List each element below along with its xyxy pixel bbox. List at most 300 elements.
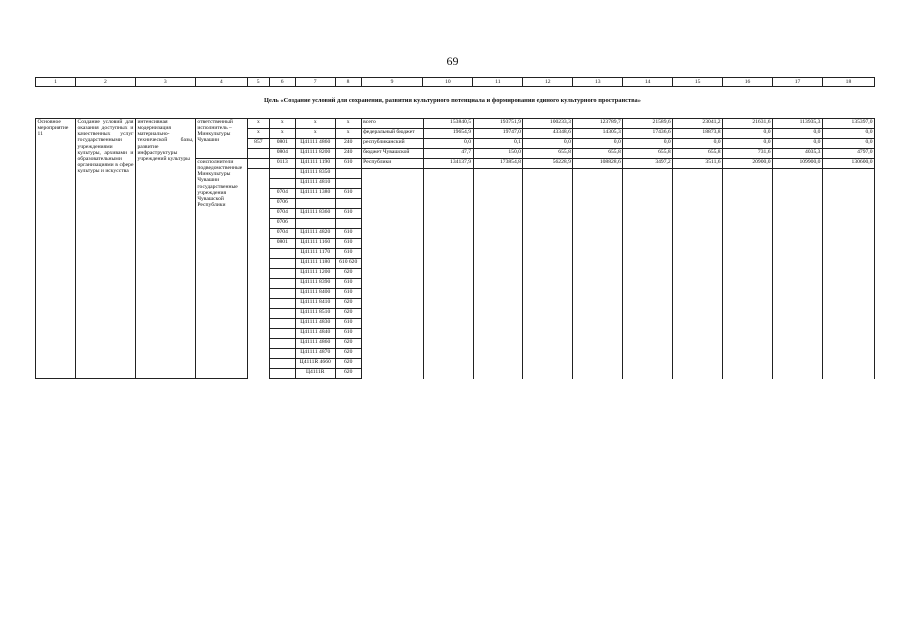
value-cell bbox=[473, 209, 523, 219]
value-cell bbox=[423, 209, 473, 219]
expense-group-cell: 610 bbox=[335, 329, 361, 339]
value-cell: 109900,0 bbox=[773, 159, 823, 169]
section-cell bbox=[269, 319, 295, 329]
target-article-cell: Ц41111 4830 bbox=[295, 319, 335, 329]
value-cell bbox=[773, 219, 823, 229]
expense-group-cell: 610 bbox=[335, 319, 361, 329]
value-cell bbox=[423, 249, 473, 259]
value-cell bbox=[673, 259, 723, 269]
expense-group-cell: 610 bbox=[335, 249, 361, 259]
col-num-12: 12 bbox=[523, 78, 573, 87]
value-cell bbox=[723, 229, 773, 239]
grbs-cell bbox=[247, 359, 269, 369]
funding-source-cell bbox=[361, 229, 423, 239]
section-cell: 0706 bbox=[269, 219, 295, 229]
value-cell bbox=[623, 219, 673, 229]
section-cell bbox=[269, 339, 295, 349]
section-cell: x bbox=[269, 129, 295, 139]
col-num-1: 1 bbox=[36, 78, 76, 87]
value-cell bbox=[523, 369, 573, 379]
value-cell bbox=[423, 279, 473, 289]
section-cell bbox=[269, 169, 295, 179]
value-cell bbox=[523, 329, 573, 339]
target-article-cell: Ц41111 4840 bbox=[295, 329, 335, 339]
target-article-cell: Ц41111 4820 bbox=[295, 229, 335, 239]
expense-group-cell: 610 bbox=[335, 209, 361, 219]
value-cell: 655,8 bbox=[673, 149, 723, 159]
target-article-cell: Ц41111 4860 bbox=[295, 139, 335, 149]
expense-group-cell: 610 bbox=[335, 289, 361, 299]
value-cell bbox=[523, 239, 573, 249]
section-cell: 0706 bbox=[269, 199, 295, 209]
value-cell bbox=[473, 229, 523, 239]
funding-source-cell: бюджет Чувашской bbox=[361, 149, 423, 159]
value-cell bbox=[822, 289, 874, 299]
value-cell bbox=[822, 319, 874, 329]
value-cell: 17436,6 bbox=[623, 129, 673, 139]
value-cell: 130600,0 bbox=[822, 159, 874, 169]
value-cell bbox=[573, 299, 623, 309]
expense-group-cell: 240 bbox=[335, 149, 361, 159]
grbs-cell bbox=[247, 319, 269, 329]
value-cell bbox=[822, 189, 874, 199]
value-cell bbox=[423, 329, 473, 339]
value-cell bbox=[473, 369, 523, 379]
section-cell: 0804 bbox=[269, 149, 295, 159]
value-cell bbox=[623, 349, 673, 359]
target-article-cell: Ц41111 1190 bbox=[295, 159, 335, 169]
value-cell bbox=[573, 229, 623, 239]
value-cell bbox=[673, 269, 723, 279]
value-cell bbox=[473, 319, 523, 329]
value-cell: 47,7 bbox=[423, 149, 473, 159]
target-article-cell: Ц41111 4870 bbox=[295, 349, 335, 359]
value-cell: 123789,7 bbox=[573, 119, 623, 129]
value-cell bbox=[473, 339, 523, 349]
grbs-cell bbox=[247, 309, 269, 319]
value-cell bbox=[423, 179, 473, 189]
value-cell: 0,0 bbox=[723, 139, 773, 149]
value-cell: 21631,6 bbox=[723, 119, 773, 129]
value-cell bbox=[723, 359, 773, 369]
expense-group-cell bbox=[335, 199, 361, 209]
value-cell bbox=[673, 169, 723, 179]
grbs-cell bbox=[247, 249, 269, 259]
section-cell: 0704 bbox=[269, 189, 295, 199]
expense-group-cell: 620 bbox=[335, 339, 361, 349]
value-cell: 100233,3 bbox=[523, 119, 573, 129]
target-article-cell: x bbox=[295, 129, 335, 139]
value-cell bbox=[573, 339, 623, 349]
value-cell bbox=[773, 299, 823, 309]
value-cell bbox=[723, 239, 773, 249]
value-cell bbox=[623, 289, 673, 299]
grbs-cell bbox=[247, 299, 269, 309]
value-cell bbox=[673, 339, 723, 349]
value-cell bbox=[673, 289, 723, 299]
funding-source-cell bbox=[361, 369, 423, 379]
value-cell bbox=[573, 259, 623, 269]
value-cell bbox=[673, 319, 723, 329]
value-cell bbox=[773, 329, 823, 339]
grbs-cell bbox=[247, 209, 269, 219]
value-cell bbox=[623, 169, 673, 179]
grbs-cell bbox=[247, 159, 269, 169]
section-cell bbox=[269, 179, 295, 189]
value-cell bbox=[423, 369, 473, 379]
value-cell bbox=[773, 199, 823, 209]
expense-group-cell bbox=[335, 179, 361, 189]
value-cell bbox=[723, 279, 773, 289]
value-cell bbox=[723, 209, 773, 219]
value-cell bbox=[423, 299, 473, 309]
col-num-3: 3 bbox=[135, 78, 195, 87]
value-cell bbox=[673, 279, 723, 289]
value-cell: 134137,9 bbox=[423, 159, 473, 169]
expense-group-cell: 620 bbox=[335, 309, 361, 319]
value-cell bbox=[573, 349, 623, 359]
value-cell: 108828,6 bbox=[573, 159, 623, 169]
value-cell bbox=[822, 259, 874, 269]
value-cell bbox=[423, 339, 473, 349]
value-cell bbox=[423, 169, 473, 179]
value-cell bbox=[473, 359, 523, 369]
expense-group-cell: 610 bbox=[335, 239, 361, 249]
value-cell: 56228,9 bbox=[523, 159, 573, 169]
value-cell: 4797,0 bbox=[822, 149, 874, 159]
section-cell bbox=[269, 329, 295, 339]
value-cell bbox=[573, 189, 623, 199]
value-cell bbox=[573, 329, 623, 339]
value-cell bbox=[523, 269, 573, 279]
value-cell bbox=[523, 219, 573, 229]
value-cell bbox=[773, 209, 823, 219]
funding-source-cell: республиканский bbox=[361, 139, 423, 149]
grbs-cell bbox=[247, 219, 269, 229]
value-cell bbox=[573, 279, 623, 289]
value-cell bbox=[623, 189, 673, 199]
target-article-cell: x bbox=[295, 119, 335, 129]
value-cell bbox=[423, 239, 473, 249]
grbs-cell bbox=[247, 239, 269, 249]
expense-group-cell: 620 bbox=[335, 359, 361, 369]
funding-source-cell bbox=[361, 259, 423, 269]
grbs-cell: x bbox=[247, 119, 269, 129]
value-cell bbox=[623, 239, 673, 249]
value-cell: 153840,5 bbox=[423, 119, 473, 129]
value-cell bbox=[673, 309, 723, 319]
value-cell bbox=[822, 279, 874, 289]
page-number: 69 bbox=[446, 54, 459, 68]
value-cell: 173854,8 bbox=[473, 159, 523, 169]
expense-group-cell: x bbox=[335, 129, 361, 139]
value-cell bbox=[573, 219, 623, 229]
value-cell bbox=[573, 269, 623, 279]
program-table bbox=[35, 118, 875, 379]
target-article-cell: Ц41111 8390 bbox=[295, 279, 335, 289]
value-cell bbox=[822, 349, 874, 359]
value-cell bbox=[773, 369, 823, 379]
value-cell bbox=[822, 219, 874, 229]
value-cell bbox=[423, 359, 473, 369]
value-cell bbox=[423, 269, 473, 279]
expense-group-cell: 610 bbox=[335, 159, 361, 169]
value-cell bbox=[773, 189, 823, 199]
value-cell bbox=[473, 219, 523, 229]
target-article-cell: Ц41111 1200 bbox=[295, 269, 335, 279]
col-num-15: 15 bbox=[673, 78, 723, 87]
goal-heading: Цель «Создание условий для сохранения, развития культурного потенциала и формирования единого культурного пространства» bbox=[264, 97, 641, 104]
value-cell bbox=[773, 229, 823, 239]
col-num-18: 18 bbox=[822, 78, 874, 87]
expense-group-cell bbox=[335, 169, 361, 179]
funding-source-cell bbox=[361, 349, 423, 359]
value-cell bbox=[523, 249, 573, 259]
value-cell bbox=[473, 289, 523, 299]
funding-source-cell: федеральный бюджет bbox=[361, 129, 423, 139]
responsible-executor-cell: ответственный исполнитель – Минкультуры Чувашии bbox=[195, 119, 247, 159]
value-cell: 0,0 bbox=[573, 139, 623, 149]
section-cell: 0704 bbox=[269, 229, 295, 239]
value-cell bbox=[573, 199, 623, 209]
funding-source-cell bbox=[361, 339, 423, 349]
table-row bbox=[36, 119, 875, 129]
target-article-cell: Ц41111 4860 bbox=[295, 339, 335, 349]
value-cell: 135397,0 bbox=[822, 119, 874, 129]
value-cell bbox=[673, 189, 723, 199]
funding-source-cell: всего bbox=[361, 119, 423, 129]
value-cell: 43348,6 bbox=[523, 129, 573, 139]
funding-source-cell bbox=[361, 359, 423, 369]
col-num-9: 9 bbox=[361, 78, 423, 87]
value-cell bbox=[673, 349, 723, 359]
value-cell: 0,1 bbox=[473, 139, 523, 149]
value-cell bbox=[573, 179, 623, 189]
value-cell bbox=[723, 349, 773, 359]
value-cell bbox=[423, 309, 473, 319]
value-cell bbox=[673, 229, 723, 239]
value-cell bbox=[723, 249, 773, 259]
col-num-2: 2 bbox=[75, 78, 135, 87]
value-cell bbox=[573, 239, 623, 249]
value-cell: 0,0 bbox=[822, 129, 874, 139]
expense-group-cell bbox=[335, 219, 361, 229]
value-cell bbox=[573, 319, 623, 329]
funding-source-cell bbox=[361, 309, 423, 319]
value-cell: 731,6 bbox=[723, 149, 773, 159]
value-cell bbox=[573, 309, 623, 319]
target-article-cell: Ц41111 1170 bbox=[295, 249, 335, 259]
grbs-cell bbox=[247, 149, 269, 159]
value-cell: 113935,3 bbox=[773, 119, 823, 129]
col-num-17: 17 bbox=[773, 78, 823, 87]
value-cell bbox=[423, 319, 473, 329]
target-article-cell: Ц4111R bbox=[295, 369, 335, 379]
target-article-cell: Ц41111 8400 bbox=[295, 289, 335, 299]
value-cell bbox=[723, 339, 773, 349]
grbs-cell: x bbox=[247, 129, 269, 139]
target-article-cell: Ц41111 8350 bbox=[295, 169, 335, 179]
funding-source-cell bbox=[361, 249, 423, 259]
value-cell bbox=[723, 269, 773, 279]
funding-source-cell bbox=[361, 299, 423, 309]
value-cell bbox=[773, 339, 823, 349]
value-cell: 19747,0 bbox=[473, 129, 523, 139]
value-cell bbox=[473, 279, 523, 289]
value-cell bbox=[423, 289, 473, 299]
value-cell bbox=[473, 199, 523, 209]
section-cell bbox=[269, 289, 295, 299]
value-cell bbox=[822, 229, 874, 239]
value-cell bbox=[523, 179, 573, 189]
value-cell: 23041,2 bbox=[673, 119, 723, 129]
expense-group-cell: 240 bbox=[335, 139, 361, 149]
value-cell bbox=[523, 289, 573, 299]
col-num-14: 14 bbox=[623, 78, 673, 87]
value-cell bbox=[723, 369, 773, 379]
co-executor-cell: соисполнители подведомственные Минкультуры Чувашии государственные учреждения Чувашской Республики bbox=[195, 159, 247, 379]
funding-source-cell bbox=[361, 269, 423, 279]
section-cell: 0801 bbox=[269, 139, 295, 149]
value-cell bbox=[523, 299, 573, 309]
value-cell: 19654,9 bbox=[423, 129, 473, 139]
value-cell bbox=[822, 329, 874, 339]
grbs-cell bbox=[247, 169, 269, 179]
grbs-cell bbox=[247, 229, 269, 239]
funding-source-cell bbox=[361, 209, 423, 219]
value-cell bbox=[773, 319, 823, 329]
value-cell bbox=[822, 199, 874, 209]
value-cell bbox=[623, 309, 673, 319]
value-cell bbox=[723, 329, 773, 339]
value-cell: 0,0 bbox=[822, 139, 874, 149]
col-num-13: 13 bbox=[573, 78, 623, 87]
value-cell bbox=[473, 179, 523, 189]
value-cell bbox=[673, 329, 723, 339]
value-cell bbox=[423, 229, 473, 239]
target-article-cell: Ц41111 4810 bbox=[295, 179, 335, 189]
value-cell bbox=[623, 299, 673, 309]
col-num-10: 10 bbox=[423, 78, 473, 87]
value-cell bbox=[773, 309, 823, 319]
value-cell bbox=[822, 209, 874, 219]
value-cell: 655,8 bbox=[623, 149, 673, 159]
value-cell bbox=[473, 239, 523, 249]
value-cell bbox=[673, 199, 723, 209]
value-cell bbox=[623, 179, 673, 189]
value-cell bbox=[523, 229, 573, 239]
section-cell bbox=[269, 269, 295, 279]
value-cell bbox=[573, 209, 623, 219]
value-cell bbox=[623, 359, 673, 369]
target-article-cell bbox=[295, 199, 335, 209]
value-cell bbox=[573, 249, 623, 259]
value-cell bbox=[623, 369, 673, 379]
value-cell bbox=[473, 269, 523, 279]
value-cell bbox=[473, 189, 523, 199]
target-article-cell: Ц41111 8410 bbox=[295, 299, 335, 309]
value-cell bbox=[423, 219, 473, 229]
value-cell: 0,0 bbox=[673, 139, 723, 149]
value-cell bbox=[523, 209, 573, 219]
col-num-16: 16 bbox=[723, 78, 773, 87]
value-cell bbox=[623, 259, 673, 269]
value-cell bbox=[723, 169, 773, 179]
grbs-cell bbox=[247, 289, 269, 299]
value-cell bbox=[573, 369, 623, 379]
section-cell: x bbox=[269, 119, 295, 129]
target-article-cell: Ц41111 8200 bbox=[295, 149, 335, 159]
target-article-cell: Ц41111 1180 bbox=[295, 259, 335, 269]
value-cell bbox=[423, 349, 473, 359]
section-cell bbox=[269, 279, 295, 289]
value-cell bbox=[773, 279, 823, 289]
value-cell bbox=[822, 179, 874, 189]
value-cell bbox=[723, 319, 773, 329]
value-cell bbox=[423, 189, 473, 199]
section-cell: 0801 bbox=[269, 239, 295, 249]
value-cell: 20900,0 bbox=[723, 159, 773, 169]
value-cell bbox=[423, 199, 473, 209]
value-cell bbox=[523, 309, 573, 319]
funding-source-cell bbox=[361, 279, 423, 289]
value-cell bbox=[523, 359, 573, 369]
value-cell bbox=[673, 369, 723, 379]
value-cell bbox=[822, 249, 874, 259]
value-cell bbox=[623, 229, 673, 239]
value-cell bbox=[673, 179, 723, 189]
value-cell bbox=[473, 309, 523, 319]
value-cell: 0,0 bbox=[773, 129, 823, 139]
value-cell bbox=[822, 269, 874, 279]
value-cell bbox=[723, 259, 773, 269]
target-article-cell: Ц4111R 4660 bbox=[295, 359, 335, 369]
value-cell bbox=[673, 209, 723, 219]
grbs-cell bbox=[247, 349, 269, 359]
value-cell bbox=[773, 259, 823, 269]
grbs-cell bbox=[247, 329, 269, 339]
grbs-cell bbox=[247, 269, 269, 279]
section-cell: 0704 bbox=[269, 209, 295, 219]
value-cell bbox=[723, 289, 773, 299]
value-cell bbox=[822, 299, 874, 309]
expense-group-cell: 610 bbox=[335, 279, 361, 289]
value-cell bbox=[623, 319, 673, 329]
value-cell: 655,8 bbox=[523, 149, 573, 159]
value-cell bbox=[773, 169, 823, 179]
value-cell: 0,0 bbox=[723, 129, 773, 139]
expense-group-cell: 620 bbox=[335, 299, 361, 309]
value-cell bbox=[623, 339, 673, 349]
event-activity-cell: интенсивная модернизация материально-технической базы, развитие инфраструктуры учреждений культуры bbox=[135, 119, 195, 379]
grbs-cell bbox=[247, 339, 269, 349]
value-cell bbox=[473, 169, 523, 179]
target-article-cell: Ц41111 8510 bbox=[295, 309, 335, 319]
value-cell bbox=[523, 319, 573, 329]
value-cell: 14305,3 bbox=[573, 129, 623, 139]
value-cell: 0,0 bbox=[423, 139, 473, 149]
value-cell bbox=[623, 199, 673, 209]
expense-group-cell: 610 bbox=[335, 189, 361, 199]
expense-group-cell: x bbox=[335, 119, 361, 129]
funding-source-cell bbox=[361, 239, 423, 249]
value-cell bbox=[773, 289, 823, 299]
value-cell bbox=[523, 169, 573, 179]
value-cell bbox=[623, 269, 673, 279]
value-cell bbox=[623, 249, 673, 259]
value-cell bbox=[723, 219, 773, 229]
funding-source-cell bbox=[361, 179, 423, 189]
